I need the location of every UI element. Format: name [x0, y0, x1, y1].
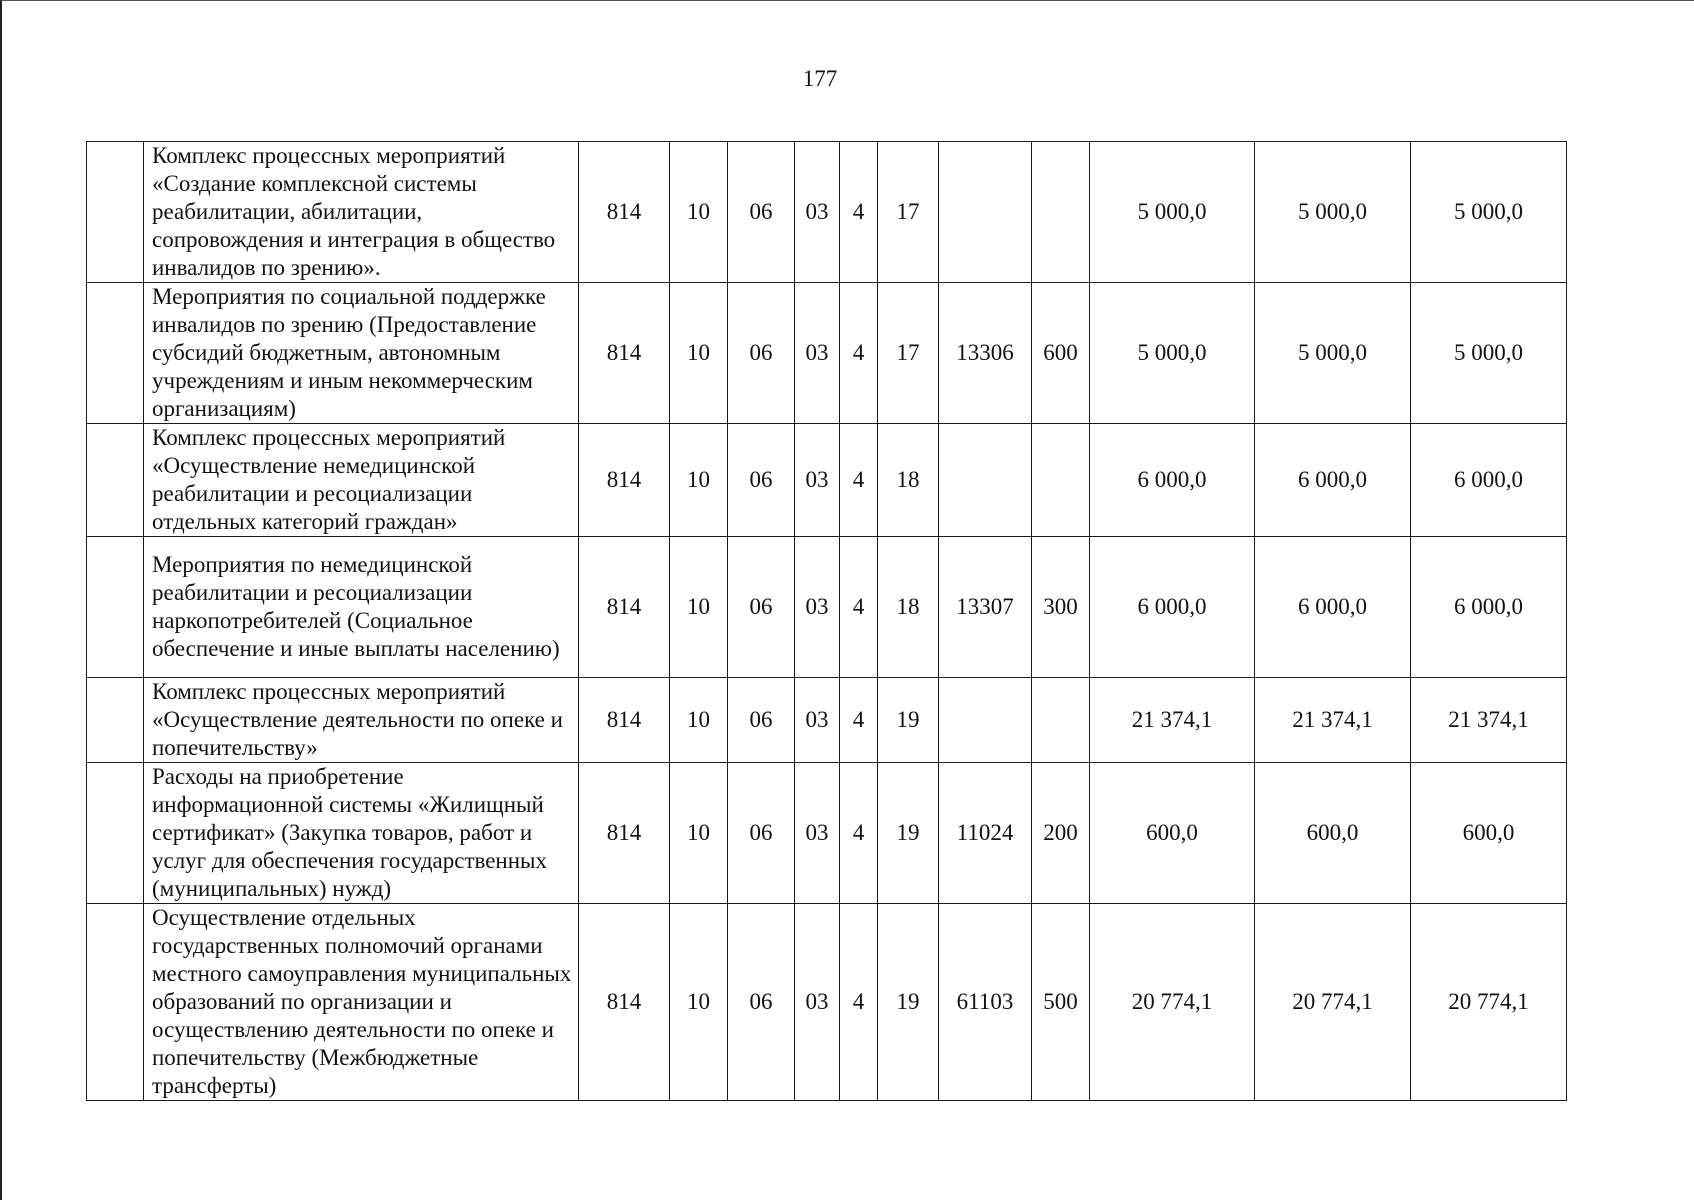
description-cell: Мероприятия по социальной поддержке инвалидов по зрению (Предоставление субсидий бюджетным, автономным учреждениям и иным некоммерческим организациям) [144, 283, 579, 424]
complex-code-cell: 17 [878, 142, 939, 283]
expense-type-code-cell: 200 [1032, 763, 1090, 904]
amount-year-2-cell: 600,0 [1255, 763, 1411, 904]
direction-code-cell: 13306 [939, 283, 1032, 424]
expense-type-code-cell [1032, 424, 1090, 537]
row-number-cell [87, 763, 144, 904]
complex-code-cell: 18 [878, 537, 939, 678]
program-type-code-cell: 4 [840, 763, 878, 904]
section-code-cell: 10 [670, 283, 728, 424]
subsection-code-cell: 06 [728, 763, 795, 904]
subsection-code-cell: 06 [728, 678, 795, 763]
description-cell: Комплекс процессных мероприятий «Создание комплексной системы реабилитации, абилитации, сопровождения и интеграция в общество инвалидов по зрению». [144, 142, 579, 283]
department-code-cell: 814 [579, 904, 670, 1101]
amount-year-1-cell: 21 374,1 [1090, 678, 1255, 763]
row-number-cell [87, 142, 144, 283]
table-row [87, 763, 1567, 904]
complex-code-cell: 19 [878, 763, 939, 904]
page-number: 177 [802, 66, 838, 91]
subsection-code-cell: 06 [728, 142, 795, 283]
program-type-code-cell: 4 [840, 283, 878, 424]
department-code-cell: 814 [579, 678, 670, 763]
direction-code-cell: 13307 [939, 537, 1032, 678]
direction-code-cell: 11024 [939, 763, 1032, 904]
table-row [87, 904, 1567, 1101]
expense-type-code-cell: 600 [1032, 283, 1090, 424]
department-code-cell: 814 [579, 142, 670, 283]
subsection-code-cell: 06 [728, 537, 795, 678]
complex-code-cell: 19 [878, 904, 939, 1101]
program-type-code-cell: 4 [840, 424, 878, 537]
department-code-cell: 814 [579, 283, 670, 424]
direction-code-cell [939, 678, 1032, 763]
program-code-cell: 03 [795, 678, 840, 763]
amount-year-3-cell: 5 000,0 [1411, 142, 1567, 283]
amount-year-1-cell: 600,0 [1090, 763, 1255, 904]
program-code-cell: 03 [795, 142, 840, 283]
section-code-cell: 10 [670, 904, 728, 1101]
table-row [87, 142, 1567, 283]
section-code-cell: 10 [670, 537, 728, 678]
row-number-cell [87, 537, 144, 678]
amount-year-3-cell: 6 000,0 [1411, 537, 1567, 678]
amount-year-3-cell: 600,0 [1411, 763, 1567, 904]
description-cell: Комплекс процессных мероприятий «Осуществление деятельности по опеке и попечительству» [144, 678, 579, 763]
expense-type-code-cell [1032, 678, 1090, 763]
amount-year-1-cell: 20 774,1 [1090, 904, 1255, 1101]
program-type-code-cell: 4 [840, 904, 878, 1101]
department-code-cell: 814 [579, 537, 670, 678]
expense-type-code-cell [1032, 142, 1090, 283]
amount-year-2-cell: 5 000,0 [1255, 283, 1411, 424]
program-code-cell: 03 [795, 763, 840, 904]
complex-code-cell: 17 [878, 283, 939, 424]
row-number-cell [87, 678, 144, 763]
section-code-cell: 10 [670, 142, 728, 283]
description-cell: Комплекс процессных мероприятий «Осуществление немедицинской реабилитации и ресоциализации отдельных категорий граждан» [144, 424, 579, 537]
expense-type-code-cell: 500 [1032, 904, 1090, 1101]
amount-year-3-cell: 6 000,0 [1411, 424, 1567, 537]
subsection-code-cell: 06 [728, 283, 795, 424]
amount-year-3-cell: 21 374,1 [1411, 678, 1567, 763]
program-code-cell: 03 [795, 537, 840, 678]
direction-code-cell [939, 424, 1032, 537]
direction-code-cell: 61103 [939, 904, 1032, 1101]
table-row [87, 537, 1567, 678]
complex-code-cell: 19 [878, 678, 939, 763]
amount-year-2-cell: 21 374,1 [1255, 678, 1411, 763]
direction-code-cell [939, 142, 1032, 283]
table-row [87, 424, 1567, 537]
table-row [87, 678, 1567, 763]
description-cell: Мероприятия по немедицинской реабилитации и ресоциализации наркопотребителей (Социальное обеспечение и иные выплаты населению) [144, 537, 579, 678]
program-code-cell: 03 [795, 424, 840, 537]
amount-year-2-cell: 5 000,0 [1255, 142, 1411, 283]
amount-year-2-cell: 6 000,0 [1255, 537, 1411, 678]
budget-table [86, 141, 1567, 1101]
row-number-cell [87, 424, 144, 537]
table-row [87, 283, 1567, 424]
section-code-cell: 10 [670, 678, 728, 763]
department-code-cell: 814 [579, 763, 670, 904]
subsection-code-cell: 06 [728, 904, 795, 1101]
amount-year-1-cell: 6 000,0 [1090, 424, 1255, 537]
row-number-cell [87, 283, 144, 424]
department-code-cell: 814 [579, 424, 670, 537]
amount-year-3-cell: 5 000,0 [1411, 283, 1567, 424]
amount-year-1-cell: 5 000,0 [1090, 283, 1255, 424]
amount-year-2-cell: 20 774,1 [1255, 904, 1411, 1101]
subsection-code-cell: 06 [728, 424, 795, 537]
program-type-code-cell: 4 [840, 142, 878, 283]
amount-year-3-cell: 20 774,1 [1411, 904, 1567, 1101]
section-code-cell: 10 [670, 763, 728, 904]
description-cell: Осуществление отдельных государственных полномочий органами местного самоуправления муниципальных образований по организации и осуществлению деятельности по опеке и попечительству (Межбюджетные трансферты) [144, 904, 579, 1101]
section-code-cell: 10 [670, 424, 728, 537]
expense-type-code-cell: 300 [1032, 537, 1090, 678]
program-type-code-cell: 4 [840, 537, 878, 678]
amount-year-2-cell: 6 000,0 [1255, 424, 1411, 537]
description-cell: Расходы на приобретение информационной системы «Жилищный сертификат» (Закупка товаров, работ и услуг для обеспечения государственных (муниципальных) нужд) [144, 763, 579, 904]
amount-year-1-cell: 5 000,0 [1090, 142, 1255, 283]
complex-code-cell: 18 [878, 424, 939, 537]
program-code-cell: 03 [795, 904, 840, 1101]
row-number-cell [87, 904, 144, 1101]
program-type-code-cell: 4 [840, 678, 878, 763]
program-code-cell: 03 [795, 283, 840, 424]
amount-year-1-cell: 6 000,0 [1090, 537, 1255, 678]
